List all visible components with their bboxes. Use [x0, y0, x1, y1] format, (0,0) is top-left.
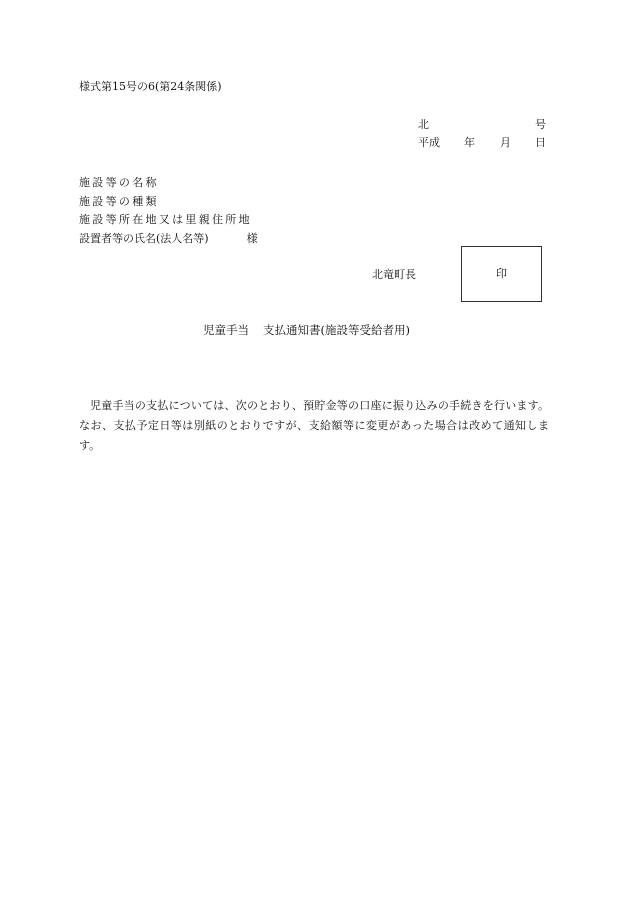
founder-name-label: 設置者等の氏名(法人名等): [79, 231, 209, 245]
document-number-suffix: 号: [535, 118, 546, 131]
document-title-part2: 支払通知書(施設等受給者用): [263, 323, 410, 337]
date-day-label: 日: [535, 136, 546, 149]
document-number-row: [418, 118, 546, 136]
form-number: 様式第15号の6(第24条関係): [79, 80, 222, 93]
document-title-part1: 児童手当: [203, 323, 249, 337]
seal-box: [461, 246, 542, 302]
body-paragraph: 児童手当の支払については、次のとおり、預貯金等の口座に振り込みの手続きを行います。なお、支払予定日等は別紙のとおりですが、支給額等に変更があった場合は改めて通知します。: [79, 399, 549, 452]
facility-address-label: 施設等所在地又は里親住所地: [79, 213, 252, 226]
honorific: 様: [246, 231, 258, 245]
sender-title: 北竜町長: [372, 268, 416, 281]
document-title: [203, 324, 410, 338]
founder-name-line: [79, 232, 258, 251]
addressee-block: [79, 176, 258, 250]
date-era: 平成: [418, 136, 440, 149]
facility-name-label: 施設等の名称: [79, 176, 159, 189]
facility-type-label: 施設等の種類: [79, 194, 159, 208]
seal-label: 印: [496, 267, 507, 281]
date-year-label: 年: [464, 136, 475, 149]
document-date-row: [418, 136, 546, 154]
document-number-block: [418, 118, 546, 154]
date-month-label: 月: [500, 136, 511, 149]
document-number-prefix: 北: [418, 118, 429, 131]
